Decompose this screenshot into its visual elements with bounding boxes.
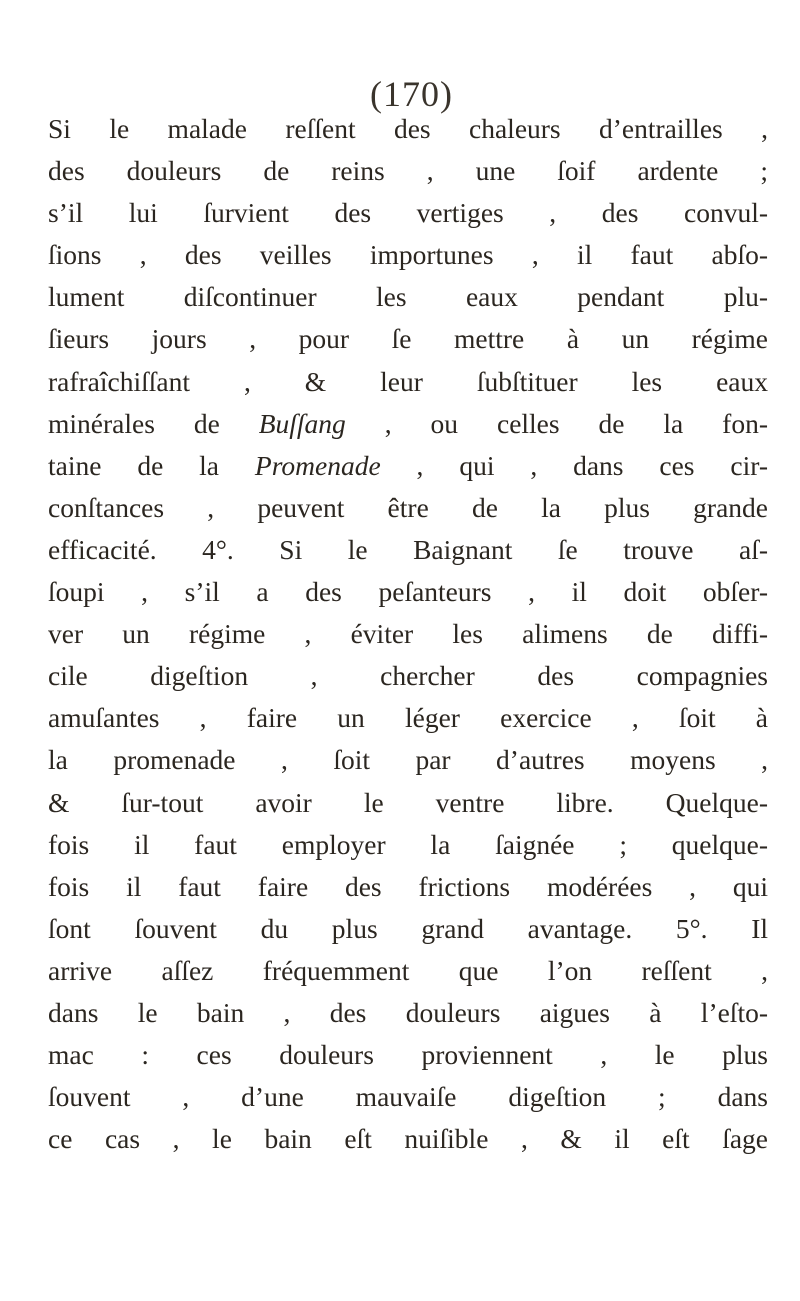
text-line: la promenade , ſoit par d’autres moyens , bbox=[48, 744, 768, 776]
text-line: fois il faut employer la ſaignée ; quelque- bbox=[48, 828, 768, 860]
text-line: ſieurs jours , pour ſe mettre à un régime bbox=[48, 323, 768, 355]
text-line: ver un régime , éviter les alimens de diffi- bbox=[48, 618, 768, 650]
text-line: dans le bain , des douleurs aigues à l’eſto- bbox=[48, 996, 768, 1028]
page-number: (170) bbox=[370, 74, 453, 114]
text-line: ſont ſouvent du plus grand avantage. 5°. Il bbox=[48, 912, 768, 944]
text-line: fois il faut faire des frictions modérées , qui bbox=[48, 870, 768, 902]
text-line: ſouvent , d’une mauvaiſe digeſtion ; dans bbox=[48, 1081, 768, 1113]
text-line: ce cas , le bain eſt nuiſible , & il eſt ſage bbox=[48, 1123, 768, 1155]
text-line: & ſur-tout avoir le ventre libre. Quelque- bbox=[48, 786, 768, 818]
text-line: arrive aſſez fréquemment que l’on reſſent , bbox=[48, 954, 768, 986]
text-line: conſtances , peuvent être de la plus grande bbox=[48, 491, 768, 523]
text-line: lument diſcontinuer les eaux pendant plu- bbox=[48, 281, 768, 313]
text-line: ſoupi , s’il a des peſanteurs , il doit obſer- bbox=[48, 576, 768, 608]
text-line: Si le malade reſſent des chaleurs d’entrailles , bbox=[48, 113, 768, 144]
text-line: des douleurs de reins , une ſoif ardente ; bbox=[48, 155, 768, 187]
text-line: ſions , des veilles importunes , il faut abſo- bbox=[48, 239, 768, 271]
body-text bbox=[48, 108, 768, 1160]
text-line: taine de la Promenade , qui , dans ces cir- bbox=[48, 449, 768, 481]
text-line: s’il lui ſurvient des vertiges , des convul- bbox=[48, 197, 768, 229]
text-line: efficacité. 4°. Si le Baignant ſe trouve aſ- bbox=[48, 533, 768, 565]
text-line: mac : ces douleurs proviennent , le plus bbox=[48, 1039, 768, 1071]
text-line: rafraîchiſſant , & leur ſubſtituer les eaux bbox=[48, 365, 768, 397]
text-line: minérales de Buſſang , ou celles de la fon- bbox=[48, 407, 768, 439]
text-line: amuſantes , faire un léger exercice , ſoit à bbox=[48, 702, 768, 734]
text-line: cile digeſtion , chercher des compagnies bbox=[48, 660, 768, 692]
